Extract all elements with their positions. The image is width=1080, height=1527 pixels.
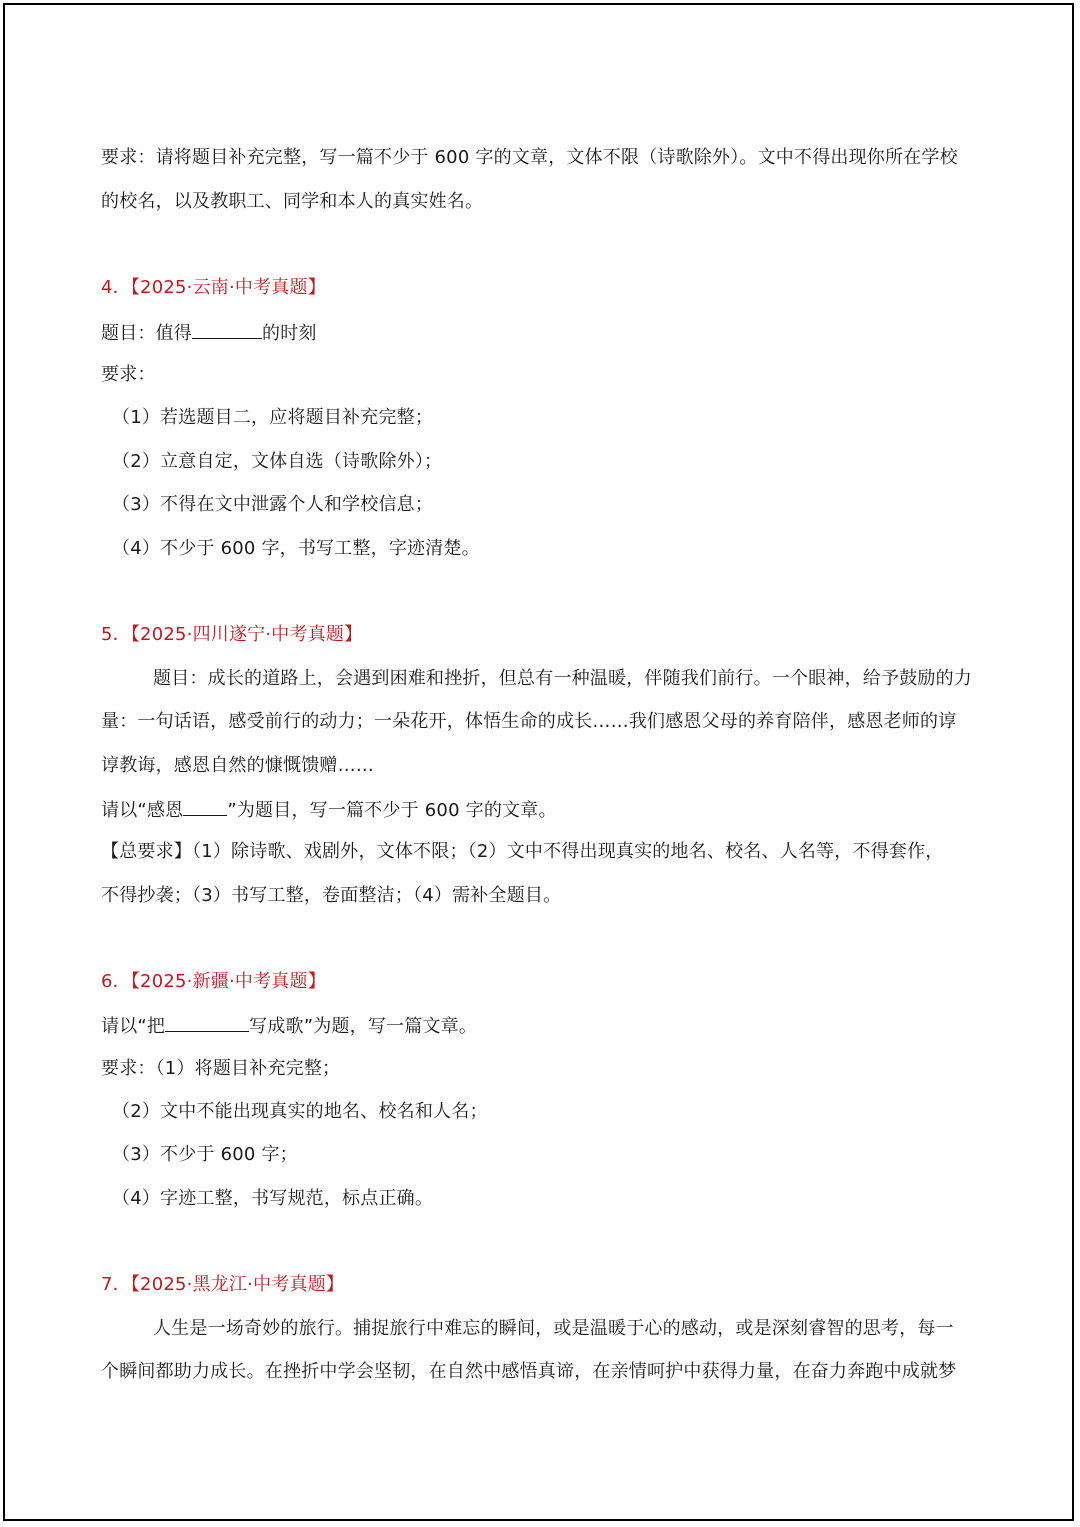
q6-task-blank (165, 1013, 249, 1032)
page-content (5, 5, 1072, 1519)
intro-line-1: 要求：请将题目补充完整，写一篇不少于 600 字的文章，文体不限（诗歌除外）。文中不得出现你所在学校 (101, 147, 958, 168)
q6-req-item-4: （4）字迹工整，书写规范，标点正确。 (112, 1188, 434, 1209)
q4-title (101, 320, 993, 346)
q6-req-first: 要求：（1）将题目补充完整； (101, 1058, 341, 1079)
q4-req-label: 要求： (101, 364, 156, 385)
q5-req-line-2: 不得抄袭；（3）书写工整，卷面整洁；（4）需补全题目。 (101, 885, 562, 906)
q6-task (101, 1013, 993, 1039)
q6-task-suffix: 写成歌”为题，写一篇文章。 (249, 1016, 478, 1037)
q7-para-line-1: 人生是一场奇妙的旅行。捕捉旅行中难忘的瞬间，或是温暖于心的感动，或是深刻睿智的思考，每一 (153, 1318, 954, 1339)
q4-req-item-3: （3）不得在文中泄露个人和学校信息； (112, 494, 434, 515)
q5-task-blank (183, 797, 227, 816)
q4-title-suffix: 的时刻 (262, 323, 317, 344)
q5-heading: 5．【2025·四川遂宁·中考真题】 (101, 624, 363, 645)
q5-para-line-2: 量：一句话语，感受前行的动力；一朵花开，体悟生命的成长……我们感恩父母的养育陪伴，感恩老师的谆 (101, 711, 957, 732)
q5-para-line-3: 谆教诲，感恩自然的慷慨馈赠…… (101, 755, 374, 776)
q4-req-item-4: （4）不少于 600 字，书写工整，字迹清楚。 (112, 538, 480, 559)
q6-req-item-2: （2）文中不能出现真实的地名、校名和人名； (112, 1101, 488, 1122)
q6-heading: 6．【2025·新疆·中考真题】 (101, 971, 326, 992)
q5-para-line-1: 题目：成长的道路上，会遇到困难和挫折，但总有一种温暖，伴随我们前行。一个眼神，给予鼓励的力 (153, 668, 972, 689)
q6-task-prefix: 请以“把 (101, 1016, 166, 1037)
q5-task-suffix: ”为题目，写一篇不少于 600 字的文章。 (227, 800, 557, 821)
intro-line-2: 的校名，以及教职工、同学和本人的真实姓名。 (101, 191, 484, 212)
q6-req-item-3: （3）不少于 600 字； (112, 1144, 298, 1165)
q4-heading: 4．【2025·云南·中考真题】 (101, 277, 326, 298)
q4-title-blank (192, 320, 262, 339)
q5-task (101, 797, 993, 823)
document-page (3, 3, 1074, 1521)
q7-heading: 7．【2025·黑龙江·中考真题】 (101, 1274, 345, 1295)
q5-task-prefix: 请以“感恩 (101, 800, 184, 821)
q4-req-item-1: （1）若选题目二，应将题目补充完整； (112, 407, 434, 428)
q4-req-item-2: （2）立意自定，文体自选（诗歌除外）； (112, 451, 443, 472)
q4-title-prefix: 题目：值得 (101, 323, 192, 344)
q7-para-line-2: 个瞬间都助力成长。在挫折中学会坚韧，在自然中感悟真谛，在亲情呵护中获得力量，在奋力奔跑中成就梦 (101, 1361, 957, 1382)
q5-req-line-1: 【总要求】（1）除诗歌、戏剧外，文体不限；（2）文中不得出现真实的地名、校名、人名等，不得套作， (101, 841, 944, 862)
